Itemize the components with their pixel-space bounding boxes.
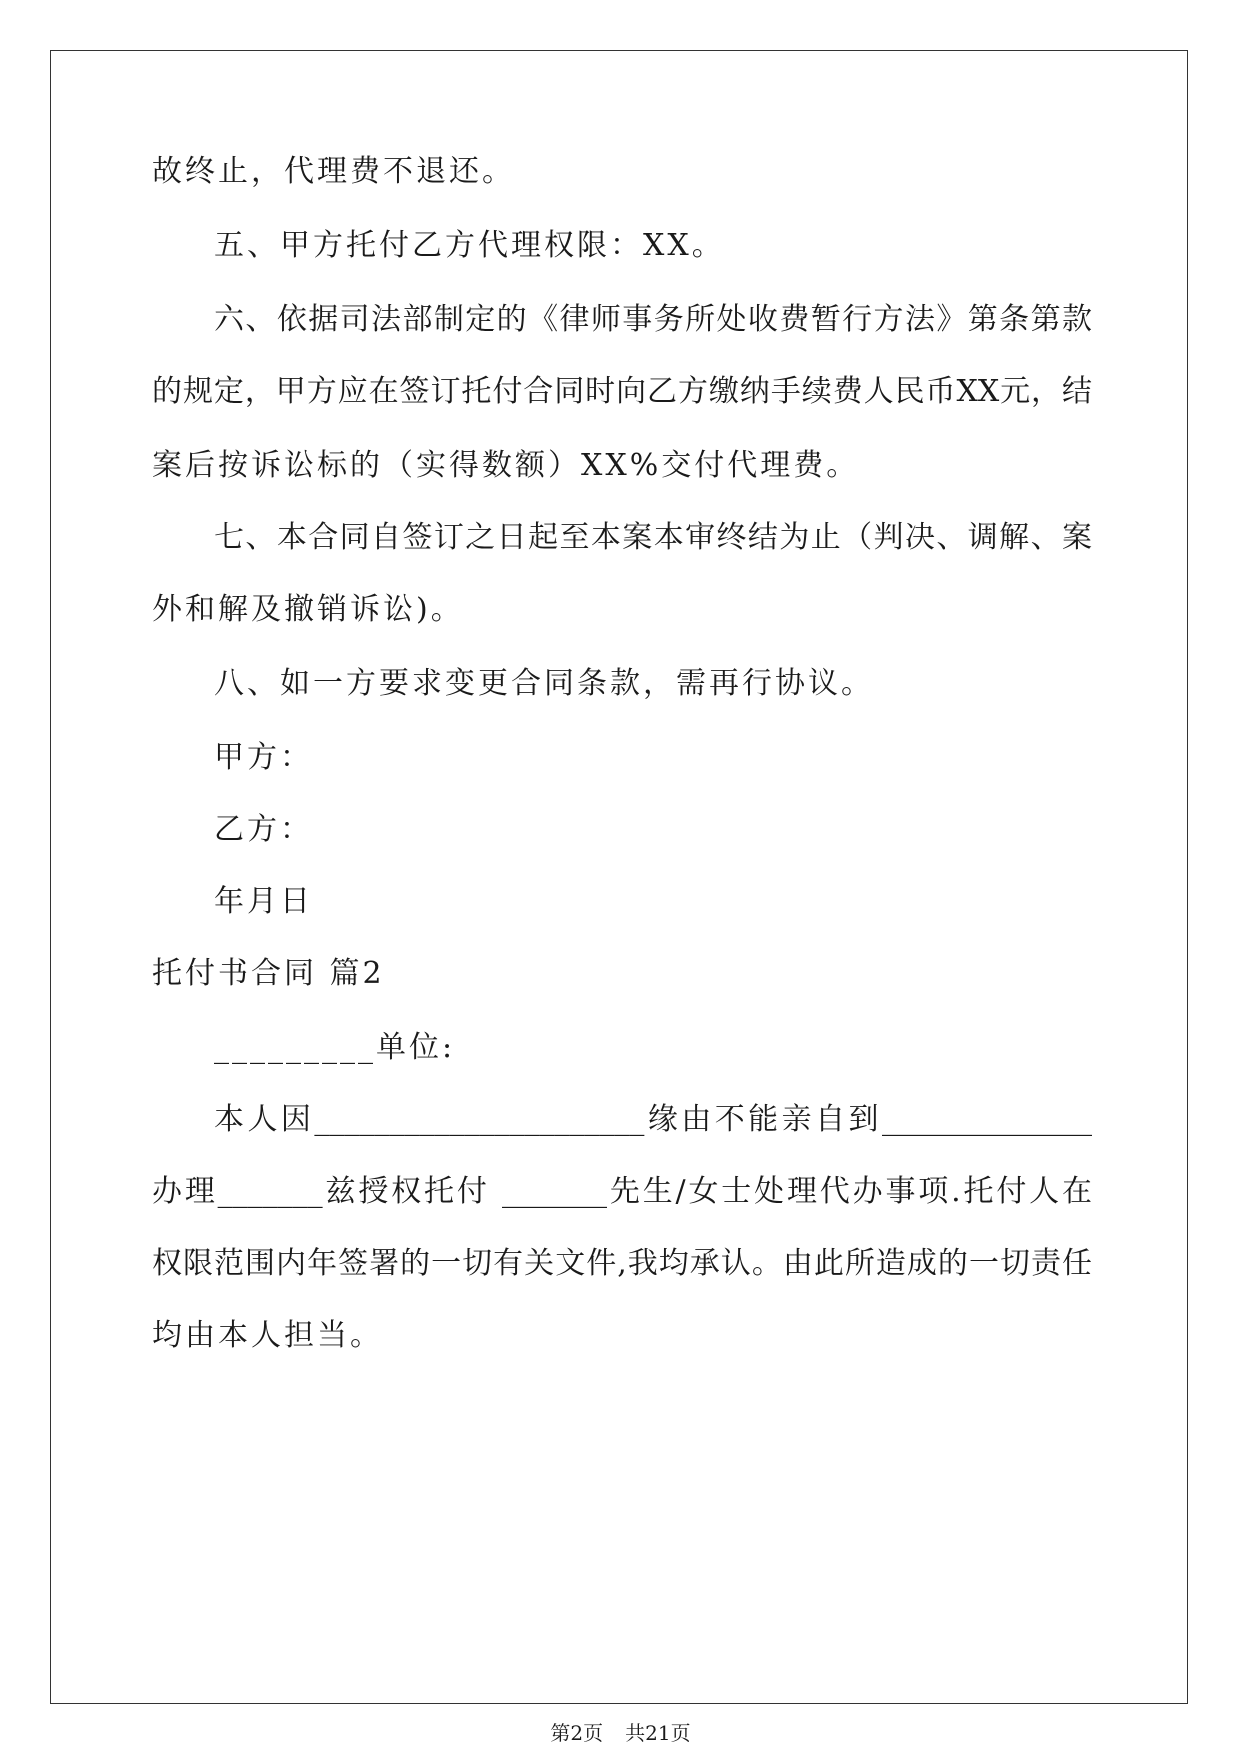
clause-6: 六、依据司法部制定的《律师事务所处收费暂行方法》第条第款 xyxy=(214,302,1092,337)
clause-5: 五、甲方托付乙方代理权限：XX。 xyxy=(214,228,725,263)
page-number: 第2页 xyxy=(550,1721,604,1745)
text-line: 外和解及撤销诉讼)。 xyxy=(152,592,464,627)
text-line: 权限范围内年签署的一切有关文件,我均承认。由此所造成的一切责任 xyxy=(152,1246,1092,1281)
text-line: 故终止，代理费不退还。 xyxy=(152,154,515,189)
date-label: 年月日 xyxy=(214,884,313,919)
clause-8: 八、如一方要求变更合同条款，需再行协议。 xyxy=(214,666,874,701)
party-b-label: 乙方： xyxy=(214,812,313,847)
page-total: 共21页 xyxy=(625,1721,691,1745)
clause-7: 七、本合同自签订之日起至本案本审终结为止（判决、调解、案 xyxy=(214,520,1092,555)
authorization-text: 本人因______________________缘由不能亲自到______________ xyxy=(214,1102,1092,1137)
text-line: 均由本人担当。 xyxy=(152,1318,383,1353)
unit-line: _________单位: xyxy=(214,1030,456,1065)
party-a-label: 甲方： xyxy=(214,740,313,775)
text-line: 案后按诉讼标的（实得数额）XX%交付代理费。 xyxy=(152,448,860,483)
text-line: 办理_______兹授权托付 _______先生/女士处理代办事项.托付人在 xyxy=(152,1174,1092,1209)
text-line: 的规定，甲方应在签订托付合同时向乙方缴纳手续费人民币XX元，结 xyxy=(152,374,1092,409)
page-footer xyxy=(0,1721,1241,1745)
section-heading: 托付书合同 篇2 xyxy=(152,956,385,991)
page-border xyxy=(50,50,1188,1704)
